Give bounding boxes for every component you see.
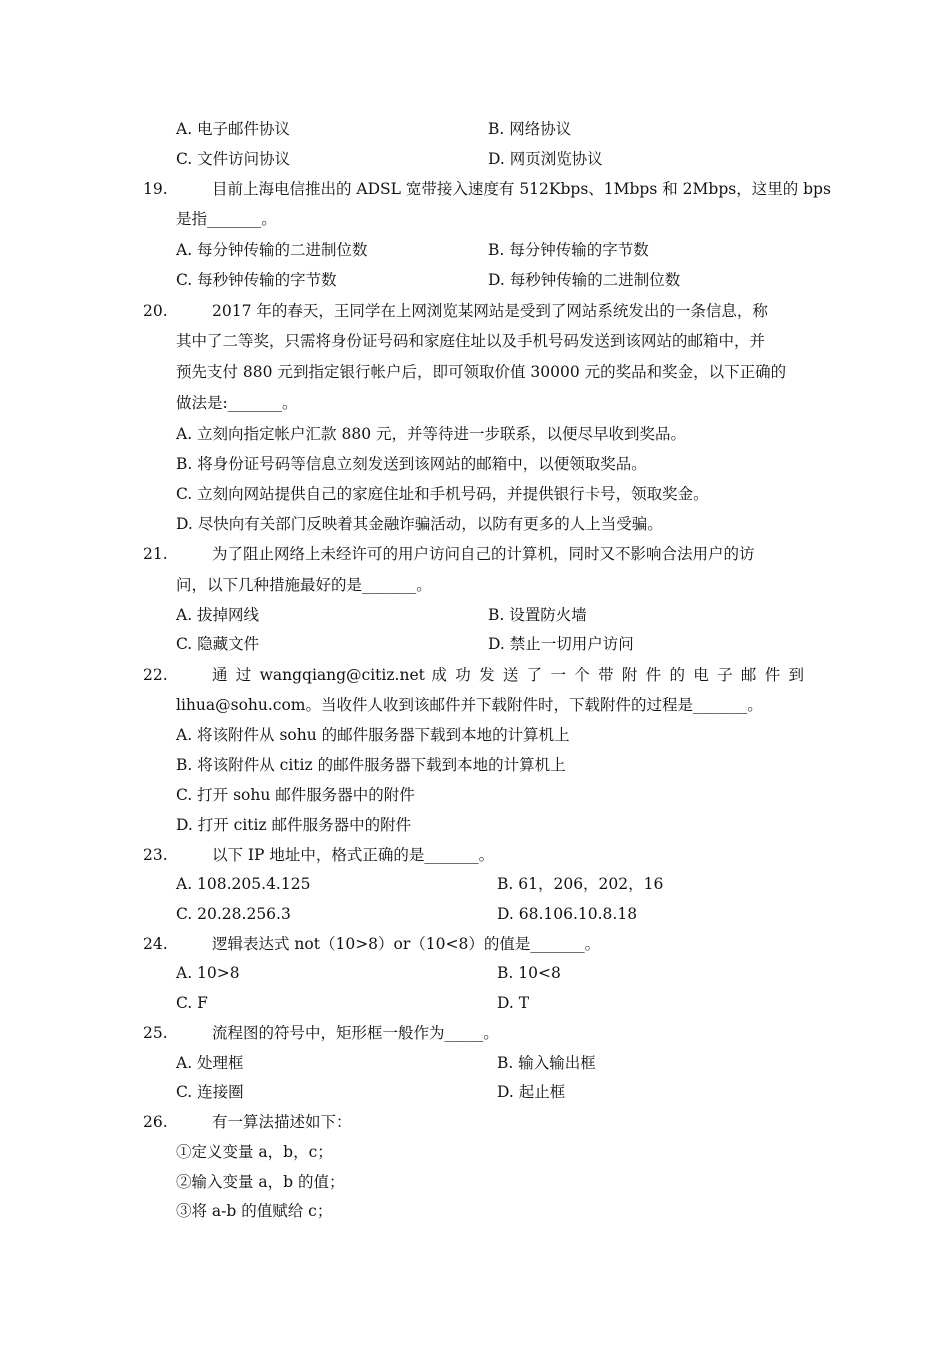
question-text-continued: 问，以下几种措施最好的是_______。 bbox=[176, 576, 432, 594]
option-b: B. 将该附件从 citiz 的邮件服务器下载到本地的计算机上 bbox=[176, 756, 566, 774]
option-d: D. 打开 citiz 邮件服务器中的附件 bbox=[176, 816, 412, 834]
option-a: A. 拔掉网线 bbox=[176, 606, 260, 624]
question-text: 有一算法描述如下： bbox=[212, 1113, 352, 1131]
question-number: 24. bbox=[143, 935, 168, 953]
option-d: D. 网页浏览协议 bbox=[488, 150, 603, 168]
question-text-continued: 是指_______。 bbox=[176, 210, 277, 228]
question-number: 22. bbox=[143, 666, 168, 684]
option-b: B. 61，206，202，16 bbox=[497, 875, 664, 893]
question-text-continued: 做法是:_______。 bbox=[176, 394, 298, 412]
question-text: 为了阻止网络上未经许可的用户访问自己的计算机，同时又不影响合法用户的访 bbox=[212, 545, 755, 563]
option-a: A. 处理框 bbox=[176, 1054, 244, 1072]
algorithm-step: ③将 a-b 的值赋给 c； bbox=[176, 1202, 333, 1220]
option-c: C. 隐藏文件 bbox=[176, 635, 260, 653]
question-text-continued: 预先支付 880 元到指定银行帐户后，即可领取价值 30000 元的奖品和奖金，以下正确的 bbox=[176, 363, 787, 381]
question-text: 目前上海电信推出的 ADSL 宽带接入速度有 512Kbps、1Mbps 和 2Mbps，这里的 bps bbox=[212, 180, 831, 198]
question-text-continued: lihua@sohu.com。当收件人收到该邮件并下载附件时，下载附件的过程是_______。 bbox=[176, 696, 763, 714]
option-a: A. 10>8 bbox=[176, 964, 240, 982]
option-a: A. 108.205.4.125 bbox=[176, 875, 311, 893]
option-c: C. 连接圈 bbox=[176, 1083, 244, 1101]
algorithm-step: ①定义变量 a，b，c； bbox=[176, 1143, 333, 1161]
option-d: D. 禁止一切用户访问 bbox=[488, 635, 634, 653]
option-a: A. 将该附件从 sohu 的邮件服务器下载到本地的计算机上 bbox=[176, 726, 570, 744]
question-text: 逻辑表达式 not（10>8）or（10<8）的值是_______。 bbox=[212, 935, 601, 953]
option-b: B. 网络协议 bbox=[488, 120, 572, 138]
option-c: C. 立刻向网站提供自己的家庭住址和手机号码，并提供银行卡号，领取奖金。 bbox=[176, 485, 709, 503]
question-number: 21. bbox=[143, 545, 168, 563]
question-text: 2017 年的春天，王同学在上网浏览某网站是受到了网站系统发出的一条信息，称 bbox=[212, 302, 768, 320]
option-d: D. 尽快向有关部门反映着其金融诈骗活动，以防有更多的人上当受骗。 bbox=[176, 515, 663, 533]
question-number: 19. bbox=[143, 180, 168, 198]
option-c: C. 文件访问协议 bbox=[176, 150, 291, 168]
question-text-continued: 其中了二等奖，只需将身份证号码和家庭住址以及手机号码发送到该网站的邮箱中，并 bbox=[176, 332, 766, 350]
option-b: B. 每分钟传输的字节数 bbox=[488, 241, 649, 259]
option-c: C. 20.28.256.3 bbox=[176, 905, 291, 923]
option-b: B. 输入输出框 bbox=[497, 1054, 596, 1072]
question-number: 26. bbox=[143, 1113, 168, 1131]
question-text: 通 过 wangqiang@citiz.net 成 功 发 送 了 一 个 带 附 件 的 电 子 邮 件 到 bbox=[212, 666, 804, 684]
option-a: A. 立刻向指定帐户汇款 880 元，并等待进一步联系，以便尽早收到奖品。 bbox=[176, 425, 686, 443]
question-text: 以下 IP 地址中，格式正确的是_______。 bbox=[212, 846, 495, 864]
question-number: 20. bbox=[143, 302, 168, 320]
option-c: C. 打开 sohu 邮件服务器中的附件 bbox=[176, 786, 415, 804]
option-d: D. 每秒钟传输的二进制位数 bbox=[488, 271, 681, 289]
option-b: B. 设置防火墙 bbox=[488, 606, 587, 624]
option-b: B. 将身份证号码等信息立刻发送到该网站的邮箱中，以便领取奖品。 bbox=[176, 455, 647, 473]
option-a: A. 每分钟传输的二进制位数 bbox=[176, 241, 368, 259]
option-d: D. 起止框 bbox=[497, 1083, 566, 1101]
question-text: 流程图的符号中，矩形框一般作为_____。 bbox=[212, 1024, 499, 1042]
option-d: D. T bbox=[497, 994, 530, 1012]
option-a: A. 电子邮件协议 bbox=[176, 120, 291, 138]
question-number: 23. bbox=[143, 846, 168, 864]
question-number: 25. bbox=[143, 1024, 168, 1042]
algorithm-step: ②输入变量 a，b 的值； bbox=[176, 1173, 345, 1191]
option-c: C. 每秒钟传输的字节数 bbox=[176, 271, 337, 289]
option-d: D. 68.106.10.8.18 bbox=[497, 905, 638, 923]
option-c: C. F bbox=[176, 994, 208, 1012]
option-b: B. 10<8 bbox=[497, 964, 561, 982]
